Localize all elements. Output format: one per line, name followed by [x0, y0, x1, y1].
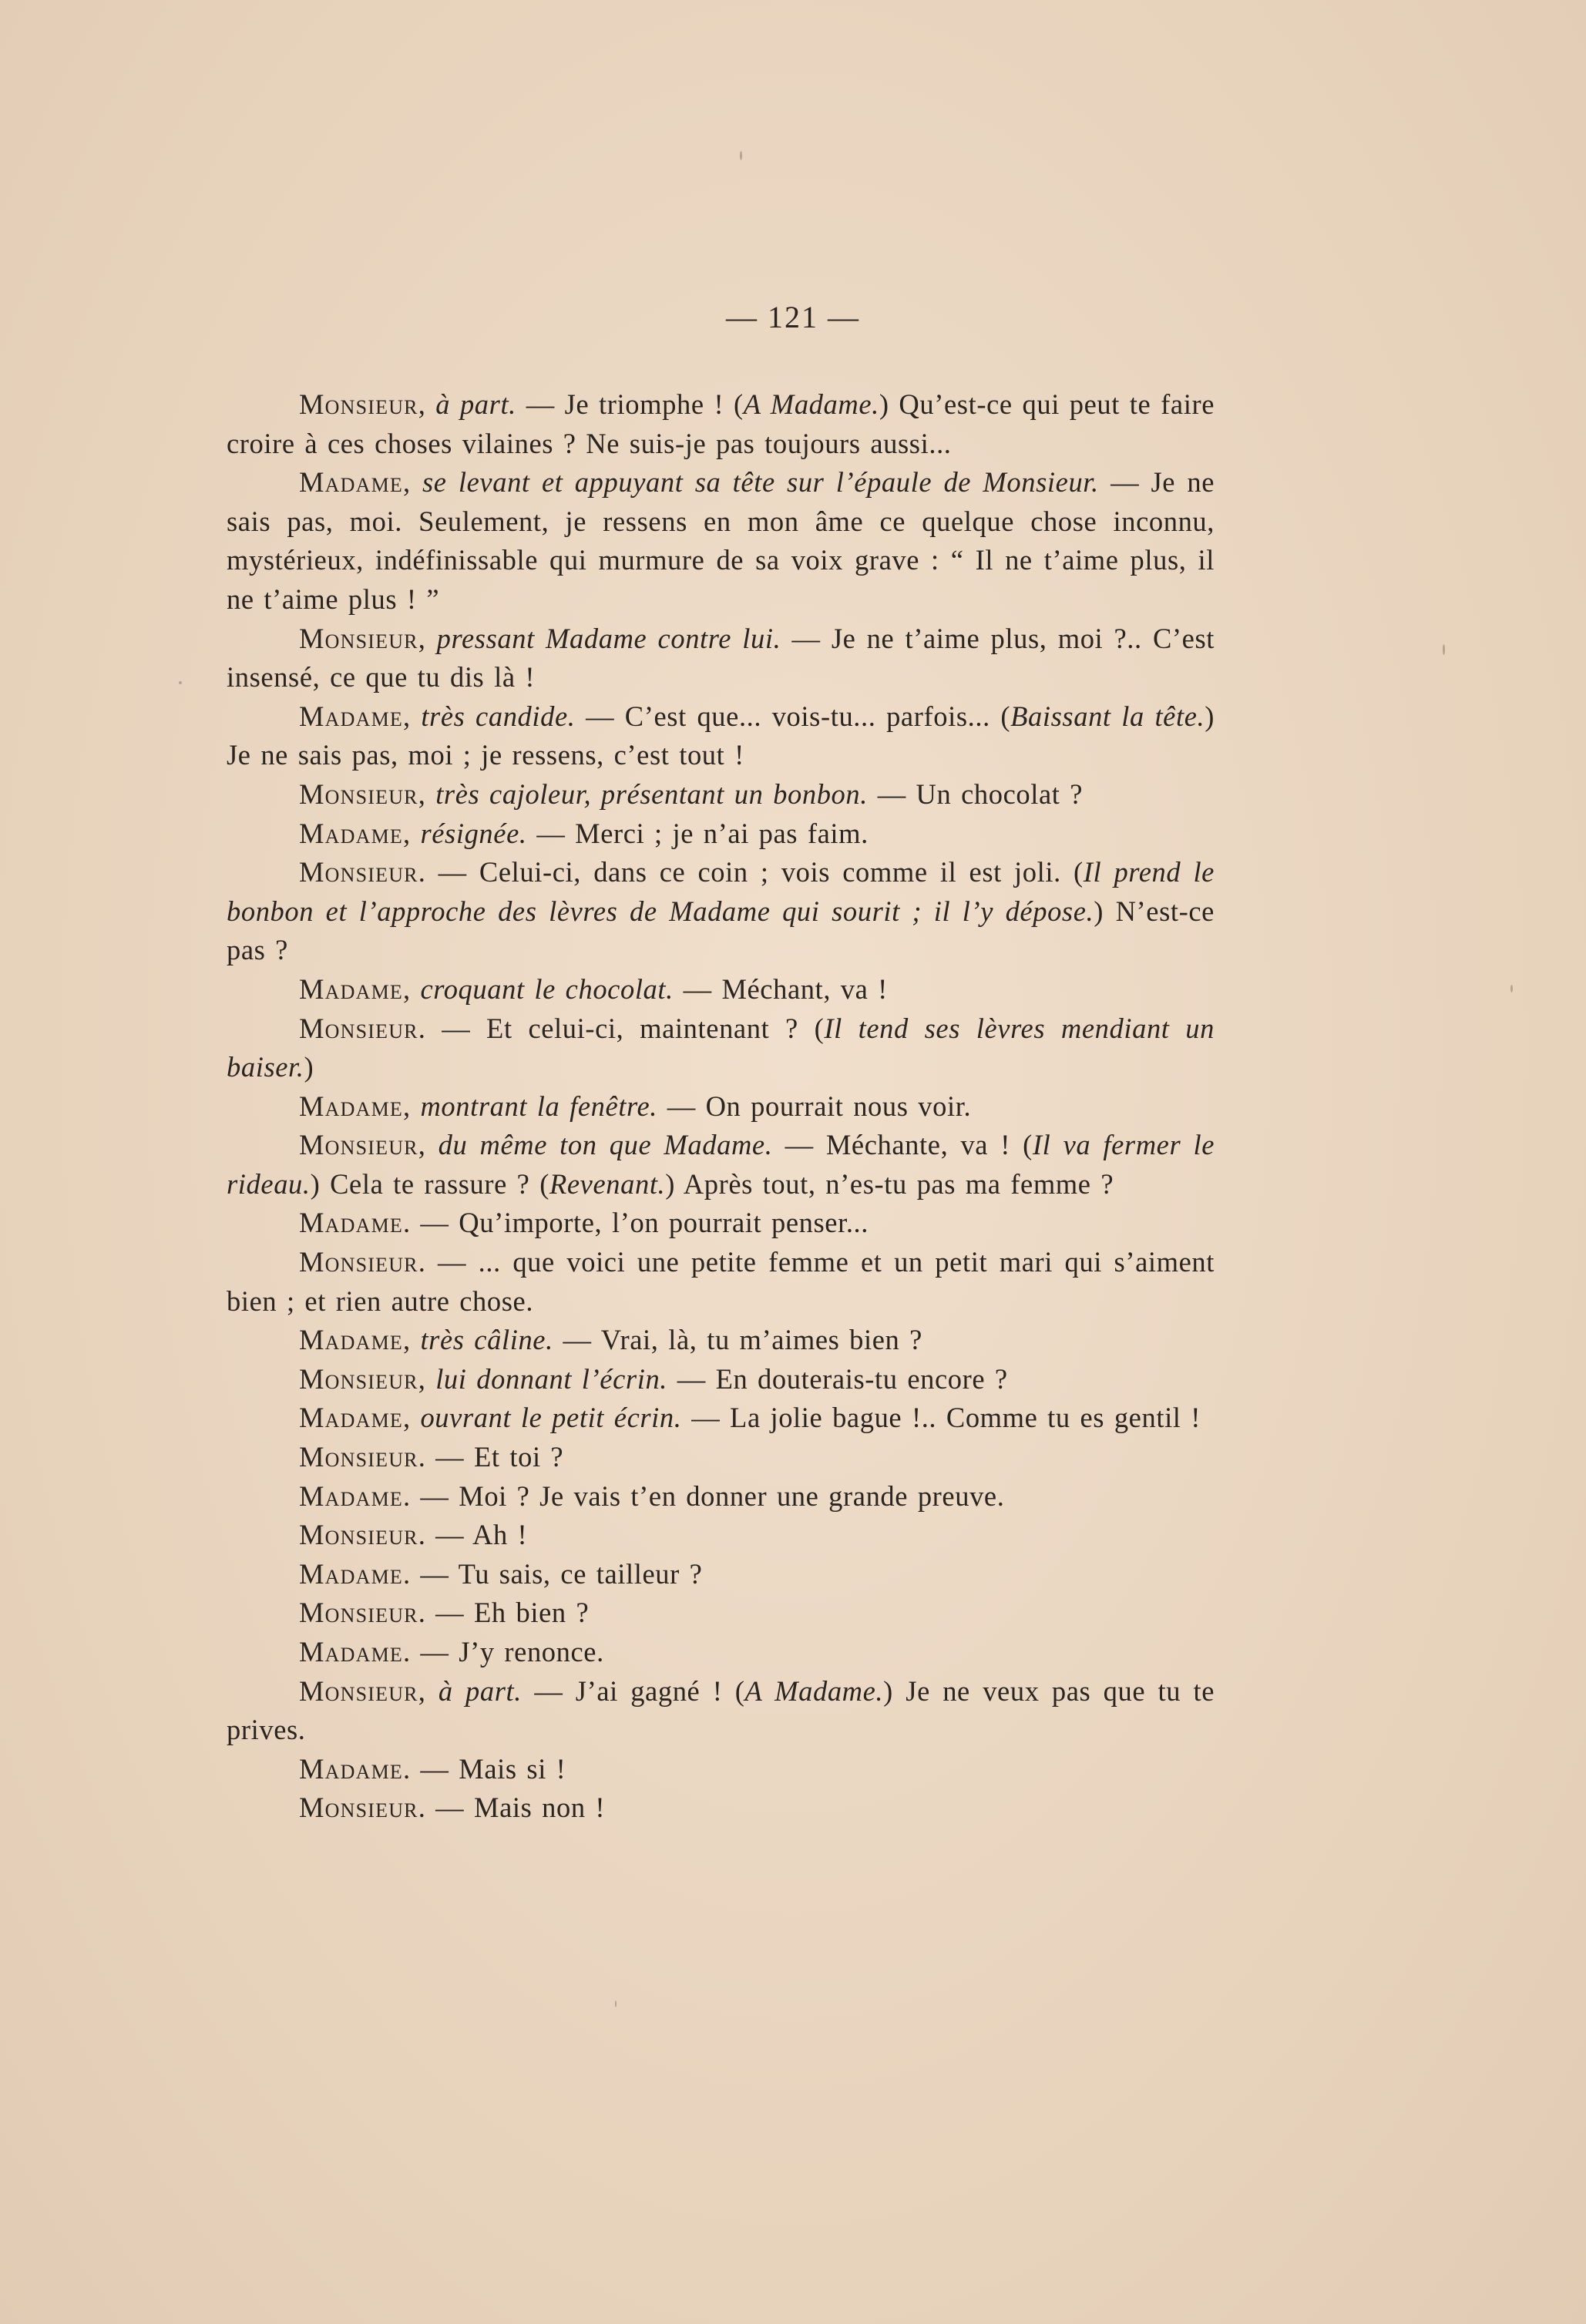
stage-direction: ouvrant le petit écrin.: [420, 1402, 682, 1434]
dialogue-text: ) Après tout, n’es-tu pas ma femme ?: [665, 1167, 1114, 1200]
play-text: [227, 385, 1215, 1828]
dialogue-paragraph: [227, 1087, 1215, 1127]
dialogue-text: — C’est que... vois-tu... parfois... (: [575, 700, 1011, 732]
dialogue-paragraph: [227, 1243, 1215, 1321]
dialogue-text: — Méchant, va !: [673, 972, 888, 1005]
dialogue-paragraph: [227, 1477, 1215, 1516]
dialogue-text: ,: [402, 817, 421, 849]
speaker-name: Monsieur: [299, 1441, 418, 1473]
dialogue-paragraph: [227, 1672, 1215, 1750]
speaker-name: Monsieur: [299, 1012, 418, 1044]
dialogue-text: ) Qu’est-ce qui peut te faire croire à ces choses vilaines ? Ne suis-je pas toujours aussi...: [227, 388, 1215, 459]
speaker-name: Madame: [299, 700, 403, 732]
dialogue-paragraph: [227, 1633, 1215, 1672]
speaker-name: Monsieur: [299, 622, 418, 654]
dialogue-text: ,: [402, 466, 422, 499]
speaker-name: Monsieur: [299, 1674, 418, 1707]
dialogue-text: ,: [418, 777, 436, 810]
speaker-name: Monsieur: [299, 1519, 418, 1551]
paper-speck: [615, 2000, 617, 2007]
dialogue-text: — Je triomphe ! (: [516, 388, 744, 420]
paper-speck: [1443, 644, 1445, 655]
speaker-name: Madame: [299, 1324, 403, 1356]
speaker-name: Madame: [299, 466, 403, 499]
dialogue-text: ): [304, 1051, 314, 1083]
dialogue-paragraph: [227, 1516, 1215, 1555]
stage-direction: montrant la fenêtre.: [420, 1090, 658, 1122]
dialogue-text: — Je ne sais pas, moi. Seulement, je ressens en mon âme ce quelque chose inconnu, mystérieux, indéfinissable qui murmure de sa voix grave : “ Il ne t’aime plus, il ne t’aime plus ! ”: [227, 466, 1215, 615]
dialogue-text: . — Celui-ci, dans ce coin ; vois comme il est joli. (: [418, 856, 1084, 888]
dialogue-text: . — Moi ? Je vais t’en donner une grande preuve.: [402, 1479, 1005, 1512]
dialogue-paragraph: [227, 970, 1215, 1009]
dialogue-paragraph: [227, 853, 1215, 970]
stage-direction: très candide.: [421, 700, 576, 732]
dialogue-paragraph: [227, 697, 1215, 775]
stage-direction: Baissant la tête.: [1010, 700, 1205, 732]
stage-direction: lui donnant l’écrin.: [435, 1362, 668, 1395]
dialogue-text: ,: [418, 1129, 439, 1161]
dialogue-text: — Un chocolat ?: [867, 777, 1084, 810]
dialogue-text: ,: [418, 1674, 439, 1707]
dialogue-text: . — Tu sais, ce tailleur ?: [402, 1557, 703, 1590]
stage-direction: du même ton que Madame.: [438, 1129, 773, 1161]
speaker-name: Madame: [299, 1402, 403, 1434]
dialogue-paragraph: [227, 775, 1215, 814]
dialogue-text: ,: [402, 700, 422, 732]
dialogue-text: — Méchante, va ! (: [772, 1129, 1033, 1161]
speaker-name: Madame: [299, 1090, 403, 1122]
speaker-name: Monsieur: [299, 777, 418, 810]
dialogue-text: . — Et celui-ci, maintenant ? (: [418, 1012, 825, 1044]
dialogue-text: ,: [418, 388, 436, 420]
dialogue-text: ) Je ne veux pas que tu te prives.: [227, 1674, 1215, 1746]
dialogue-text: ) N’est-ce pas ?: [227, 895, 1215, 966]
paper-speck: [1510, 985, 1513, 992]
dialogue-text: ) Je ne sais pas, moi ; je ressens, c’est tout !: [227, 700, 1215, 771]
stage-direction: à part.: [435, 388, 516, 420]
speaker-name: Monsieur: [299, 1792, 418, 1824]
dialogue-paragraph: [227, 1594, 1215, 1633]
speaker-name: Monsieur: [299, 856, 418, 888]
dialogue-paragraph: [227, 1360, 1215, 1399]
dialogue-paragraph: [227, 814, 1215, 854]
stage-direction: résignée.: [420, 817, 527, 849]
stage-direction: pressant Madame contre lui.: [436, 622, 781, 654]
dialogue-text: . — Eh bien ?: [418, 1597, 590, 1629]
paper-speck: [179, 681, 182, 684]
dialogue-text: ,: [418, 622, 437, 654]
speaker-name: Monsieur: [299, 1597, 418, 1629]
dialogue-text: . — Qu’importe, l’on pourrait penser...: [402, 1207, 869, 1239]
dialogue-text: . — Ah !: [418, 1519, 528, 1551]
speaker-name: Madame: [299, 1479, 403, 1512]
paper-speck: [740, 151, 742, 160]
stage-direction: croquant le chocolat.: [420, 972, 674, 1005]
dialogue-text: ,: [402, 1324, 421, 1356]
dialogue-text: — Vrai, là, tu m’aimes bien ?: [553, 1324, 922, 1356]
speaker-name: Monsieur: [299, 1129, 418, 1161]
dialogue-text: . — Et toi ?: [418, 1441, 564, 1473]
dialogue-text: — J’ai gagné ! (: [521, 1674, 745, 1707]
dialogue-paragraph: [227, 1126, 1215, 1204]
speaker-name: Madame: [299, 1207, 403, 1239]
dialogue-text: ) Cela te rassure ? (: [310, 1167, 549, 1200]
stage-direction: à part.: [438, 1674, 522, 1707]
dialogue-paragraph: [227, 1750, 1215, 1789]
dialogue-paragraph: [227, 463, 1215, 619]
speaker-name: Madame: [299, 972, 403, 1005]
stage-direction: Il prend le bonbon et l’approche des lèvres de Madame qui sourit ; il l’y dépose.: [227, 856, 1215, 927]
stage-direction: A Madame.: [743, 388, 879, 420]
stage-direction: Revenant.: [549, 1167, 666, 1200]
dialogue-text: ,: [402, 1090, 421, 1122]
dialogue-paragraph: [227, 1204, 1215, 1243]
dialogue-text: — Je ne t’aime plus, moi ?.. C’est insensé, ce que tu dis là !: [227, 622, 1215, 694]
stage-direction: se levant et appuyant sa tête sur l’épaule de Monsieur.: [422, 466, 1099, 499]
dialogue-paragraph: [227, 1438, 1215, 1477]
dialogue-text: — En douterais-tu encore ?: [667, 1362, 1008, 1395]
dialogue-text: . — Mais non !: [418, 1792, 606, 1824]
dialogue-text: ,: [402, 972, 421, 1005]
stage-direction: Il va fermer le rideau.: [227, 1129, 1215, 1200]
stage-direction: A Madame.: [744, 1674, 884, 1707]
speaker-name: Monsieur: [299, 388, 418, 420]
speaker-name: Monsieur: [299, 1362, 418, 1395]
speaker-name: Monsieur: [299, 1246, 418, 1278]
dialogue-text: ,: [418, 1362, 436, 1395]
speaker-name: Madame: [299, 1752, 403, 1785]
dialogue-paragraph: [227, 1321, 1215, 1360]
dialogue-paragraph: [227, 1009, 1215, 1087]
speaker-name: Madame: [299, 1636, 403, 1667]
dialogue-paragraph: [227, 385, 1215, 463]
dialogue-text: — Merci ; je n’ai pas faim.: [526, 817, 869, 849]
dialogue-text: — On pourrait nous voir.: [657, 1090, 972, 1122]
dialogue-text: . — ... que voici une petite femme et un petit mari qui s’aiment bien ; et rien autre chose.: [227, 1246, 1215, 1317]
stage-direction: très câline.: [420, 1324, 553, 1356]
dialogue-paragraph: [227, 1788, 1215, 1828]
page-number: — 121 —: [726, 300, 860, 334]
dialogue-paragraph: [227, 620, 1215, 697]
stage-direction: très cajoleur, présentant un bonbon.: [435, 777, 868, 810]
dialogue-paragraph: [227, 1555, 1215, 1594]
dialogue-text: . — Mais si !: [402, 1752, 566, 1785]
dialogue-text: — La jolie bague !.. Comme tu es gentil !: [681, 1402, 1201, 1434]
speaker-name: Madame: [299, 1557, 403, 1590]
speaker-name: Madame: [299, 817, 403, 849]
dialogue-paragraph: [227, 1399, 1215, 1438]
dialogue-text: . — J’y renonce.: [402, 1636, 604, 1667]
dialogue-text: ,: [402, 1402, 421, 1434]
stage-direction: Il tend ses lèvres mendiant un baiser.: [227, 1012, 1215, 1083]
